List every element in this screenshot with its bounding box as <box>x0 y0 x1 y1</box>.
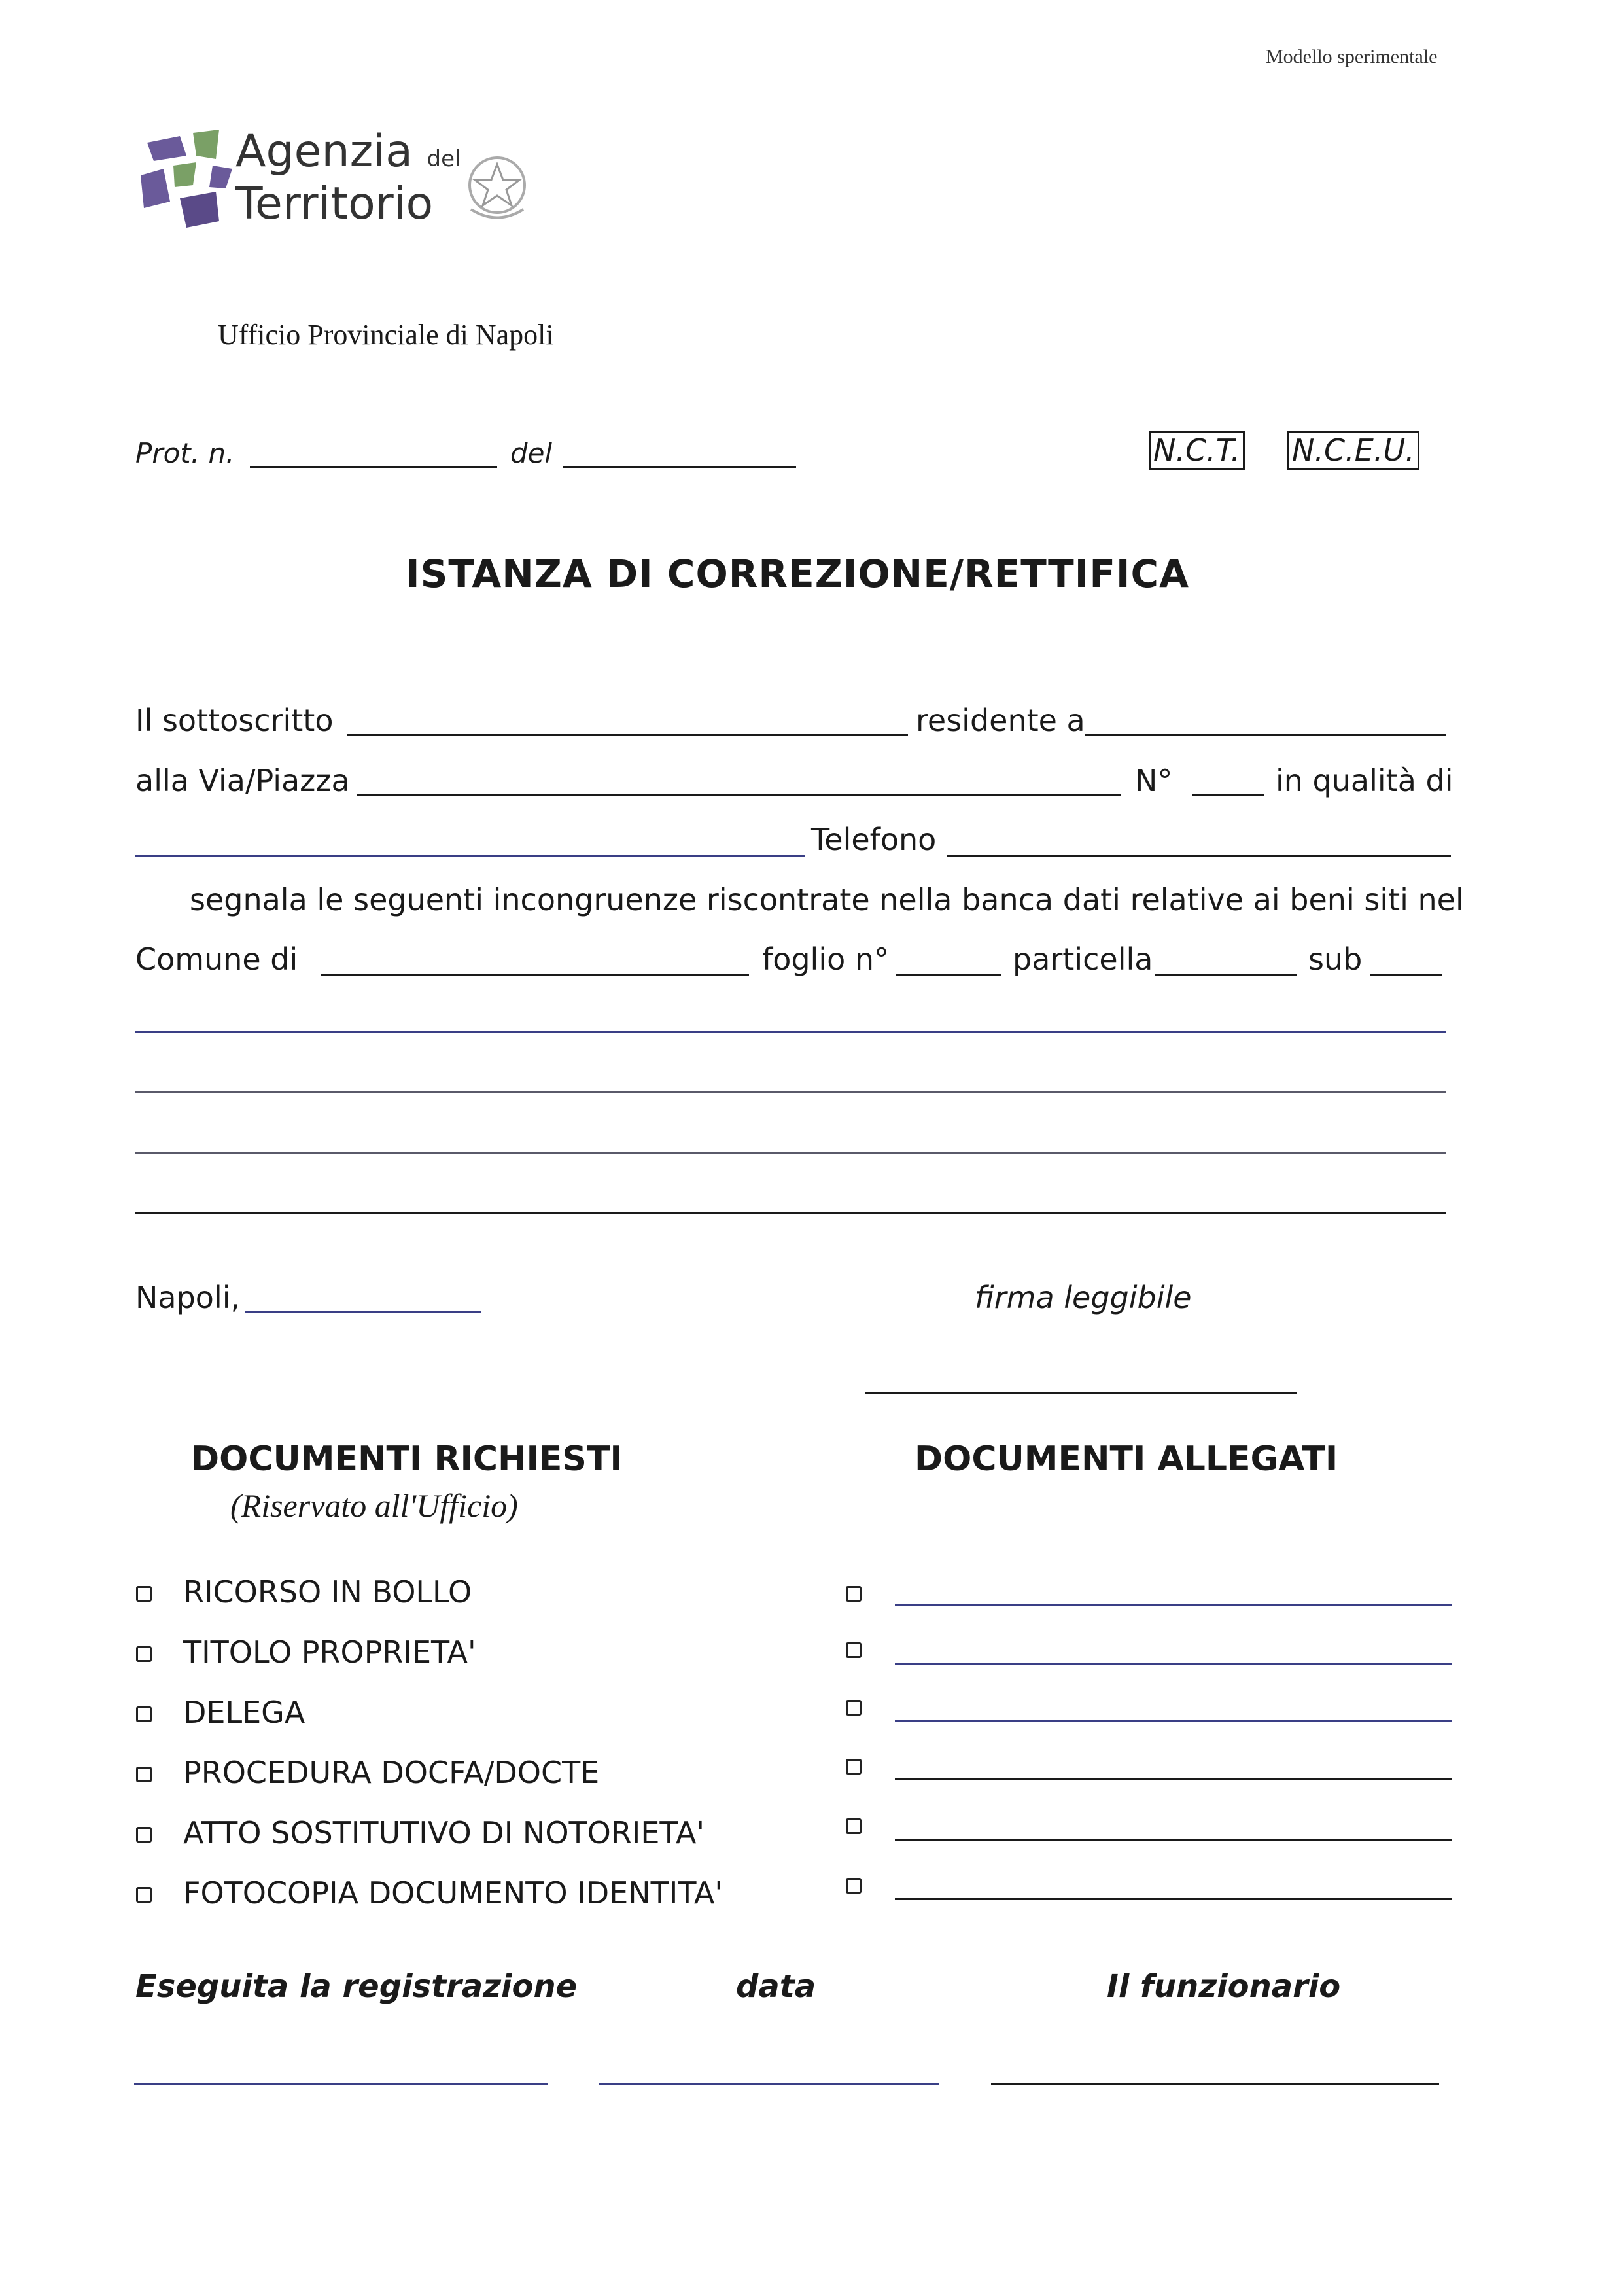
sub-label: sub <box>1308 942 1363 977</box>
republic-emblem-icon <box>458 147 536 226</box>
firma-label: firma leggibile <box>975 1280 1192 1315</box>
doc-item-fotocopia: FOTOCOPIA DOCUMENTO IDENTITA' <box>183 1875 723 1911</box>
checkbox-ricorso[interactable] <box>136 1586 152 1602</box>
agency-logo-icon <box>134 130 239 234</box>
doc-item-atto: ATTO SOSTITUTIVO DI NOTORIETA' <box>183 1815 705 1850</box>
page-title: ISTANZA DI CORREZIONE/RETTIFICA <box>406 552 1189 596</box>
residente-label: residente a <box>916 703 1085 738</box>
allegato-field[interactable] <box>895 1720 1452 1722</box>
registrazione-field[interactable] <box>134 2083 548 2085</box>
checkbox-titolo[interactable] <box>136 1646 152 1662</box>
numero-field[interactable] <box>1192 794 1264 796</box>
checkbox-fotocopia[interactable] <box>136 1887 152 1903</box>
qualita-field[interactable] <box>135 855 805 857</box>
sottoscritto-field[interactable] <box>347 734 908 736</box>
logo-line1: Agenzia <box>235 126 413 177</box>
foglio-field[interactable] <box>896 974 1001 976</box>
prot-number-field[interactable] <box>250 466 497 468</box>
allegato-field[interactable] <box>895 1663 1452 1665</box>
signature-field[interactable] <box>865 1392 1297 1394</box>
prot-del-label: del <box>510 437 553 469</box>
data-field[interactable] <box>599 2083 939 2085</box>
logo-line2: Territorio <box>235 178 434 230</box>
telefono-field[interactable] <box>947 855 1451 857</box>
description-line[interactable] <box>135 1152 1446 1154</box>
date-field[interactable] <box>245 1311 481 1313</box>
allegato-checkbox[interactable] <box>846 1586 862 1602</box>
allegato-checkbox[interactable] <box>846 1759 862 1775</box>
residente-field[interactable] <box>1085 734 1446 736</box>
prot-label: Prot. n. <box>135 437 235 469</box>
particella-label: particella <box>1013 942 1153 977</box>
numero-label: N° <box>1135 763 1173 798</box>
comune-field[interactable] <box>321 974 749 976</box>
place-label: Napoli, <box>135 1280 241 1315</box>
allegato-checkbox[interactable] <box>846 1878 862 1894</box>
telefono-label: Telefono <box>811 822 937 857</box>
allegato-checkbox[interactable] <box>846 1818 862 1834</box>
description-line[interactable] <box>135 1091 1446 1093</box>
foglio-label: foglio n° <box>762 942 890 977</box>
logo-line1-small: del <box>427 146 461 172</box>
logo-text <box>235 126 461 177</box>
qualita-label: in qualità di <box>1276 763 1454 798</box>
comune-label: Comune di <box>135 942 298 977</box>
particella-field[interactable] <box>1155 974 1297 976</box>
funzionario-label: Il funzionario <box>1107 1968 1341 2005</box>
sottoscritto-label: Il sottoscritto <box>135 703 334 738</box>
nceu-box[interactable]: N.C.E.U. <box>1287 431 1419 470</box>
via-field[interactable] <box>357 794 1121 796</box>
allegato-checkbox[interactable] <box>846 1700 862 1716</box>
description-line[interactable] <box>135 1212 1446 1214</box>
segnala-text: segnala le seguenti incongruenze riscontrate nella banca dati relative ai beni siti nel <box>190 882 1464 917</box>
documenti-richiesti-title: DOCUMENTI RICHIESTI <box>191 1439 623 1479</box>
corner-note: Modello sperimentale <box>1266 46 1438 67</box>
checkbox-procedura[interactable] <box>136 1767 152 1782</box>
office-name: Ufficio Provinciale di Napoli <box>218 319 554 351</box>
riservato-subtitle: (Riservato all'Ufficio) <box>230 1487 518 1524</box>
allegato-field[interactable] <box>895 1778 1452 1780</box>
via-label: alla Via/Piazza <box>135 763 350 798</box>
funzionario-field[interactable] <box>991 2083 1439 2085</box>
documenti-allegati-title: DOCUMENTI ALLEGATI <box>914 1439 1338 1479</box>
allegato-checkbox[interactable] <box>846 1642 862 1658</box>
checkbox-atto[interactable] <box>136 1827 152 1843</box>
checkbox-delega[interactable] <box>136 1706 152 1722</box>
registrazione-label: Eseguita la registrazione <box>135 1968 578 2005</box>
allegato-field[interactable] <box>895 1839 1452 1841</box>
sub-field[interactable] <box>1370 974 1442 976</box>
description-line[interactable] <box>135 1031 1446 1033</box>
data-label: data <box>736 1968 816 2005</box>
prot-date-field[interactable] <box>563 466 796 468</box>
doc-item-titolo: TITOLO PROPRIETA' <box>183 1634 476 1670</box>
doc-item-delega: DELEGA <box>183 1695 305 1730</box>
doc-item-ricorso: RICORSO IN BOLLO <box>183 1574 472 1610</box>
doc-item-procedura: PROCEDURA DOCFA/DOCTE <box>183 1755 600 1790</box>
nct-box[interactable]: N.C.T. <box>1149 431 1245 470</box>
allegato-field[interactable] <box>895 1604 1452 1606</box>
allegato-field[interactable] <box>895 1898 1452 1900</box>
